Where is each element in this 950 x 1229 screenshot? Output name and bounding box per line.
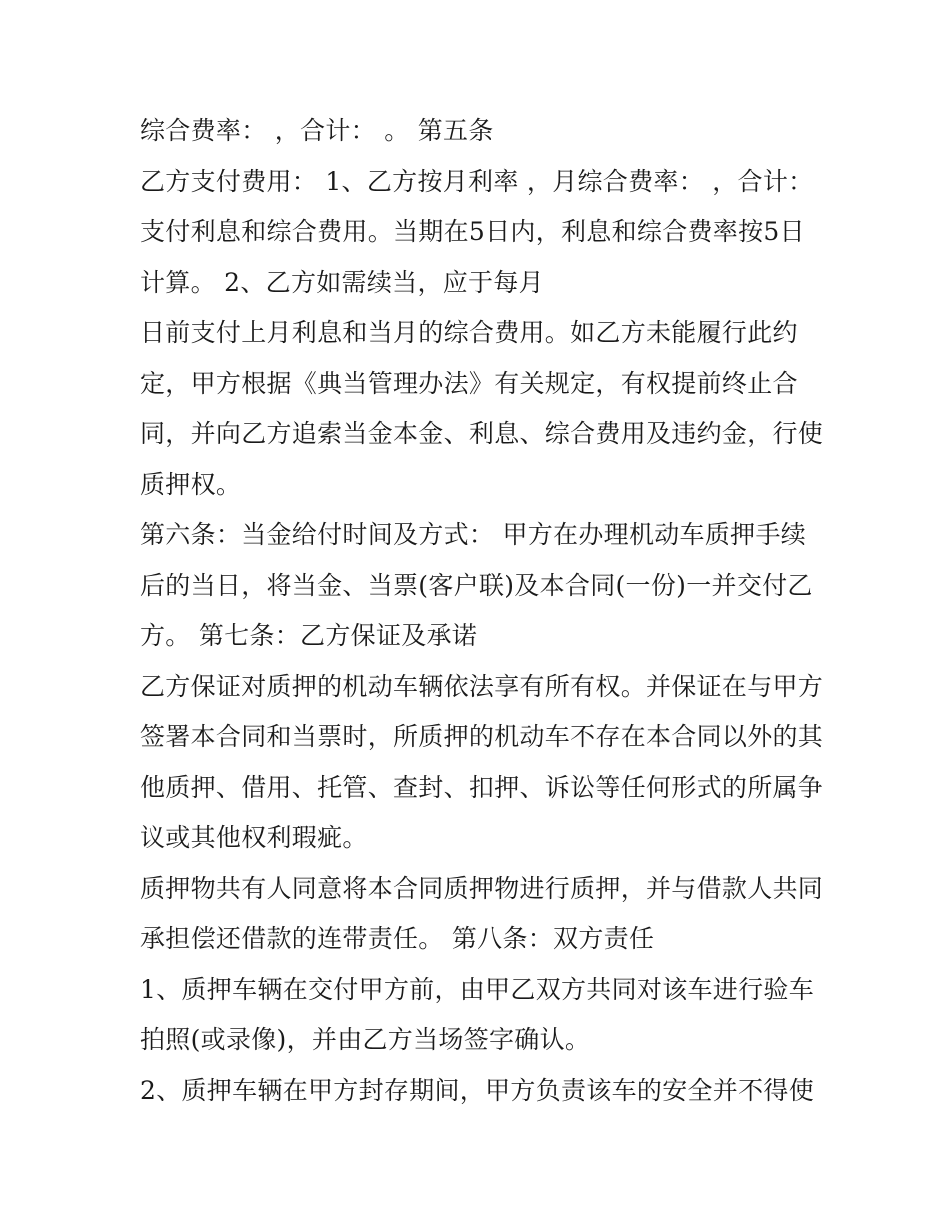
text-line: 后的当日，将当金、当票(客户联)及本合同(一份)一并交付乙 — [140, 570, 813, 600]
text-line: 拍照(或录像)，并由乙方当场签字确认。 — [140, 1025, 591, 1054]
text-line: 计算。 2、乙方如需续当，应于每月 — [140, 267, 544, 297]
text-line: 综合费率： ，合计： 。 第五条 — [140, 116, 494, 145]
text-line: 日前支付上月利息和当月的综合费用。如乙方未能履行此约 — [140, 318, 798, 347]
text-line: 签署本合同和当票时，所质押的机动车不存在本合同以外的其 — [140, 722, 824, 751]
text-line: 1、质押车辆在交付甲方前，由甲乙双方共同对该车进行验车 — [140, 974, 815, 1004]
document-body — [140, 106, 830, 1116]
text-line: 同，并向乙方追索当金本金、利息、综合费用及违约金，行使 — [140, 419, 824, 448]
text-line: 支付利息和综合费用。当期在5日内，利息和综合费率按5日 — [140, 217, 805, 246]
text-line: 质押物共有人同意将本合同质押物进行质押，并与借款人共同 — [140, 873, 824, 903]
text-line: 第六条：当金给付时间及方式： 甲方在办理机动车质押手续 — [140, 520, 807, 549]
text-line: 议或其他权利瑕疵。 — [140, 823, 368, 852]
text-line: 承担偿还借款的连带责任。 第八条：双方责任 — [140, 924, 655, 953]
text-line: 乙方支付费用： 1、乙方按月利率 ，月综合费率： ，合计： — [140, 166, 814, 196]
text-line: 定，甲方根据《典当管理办法》有关规定，有权提前终止合 — [140, 368, 798, 398]
text-line: 质押权。 — [140, 469, 242, 499]
text-line: 乙方保证对质押的机动车辆依法享有所有权。并保证在与甲方 — [140, 671, 824, 701]
text-line: 2、质押车辆在甲方封存期间，甲方负责该车的安全并不得使 — [140, 1075, 815, 1105]
text-line: 方。 第七条：乙方保证及承诺 — [140, 621, 478, 650]
text-line: 他质押、借用、托管、查封、扣押、诉讼等任何形式的所属争 — [140, 772, 824, 802]
